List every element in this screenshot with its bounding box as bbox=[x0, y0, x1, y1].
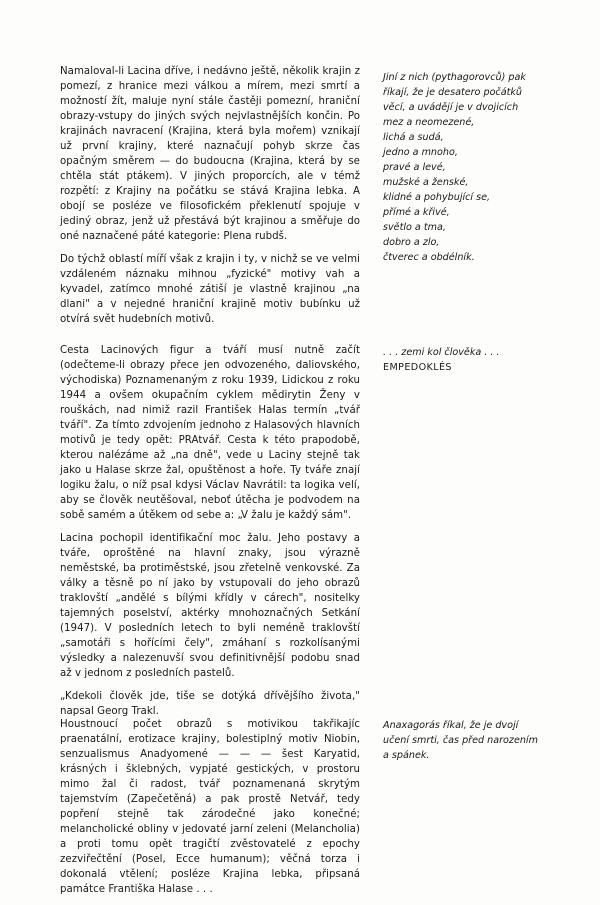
note-line: pravé a levé, bbox=[383, 162, 446, 173]
note-author: EMPEDOKLÉS bbox=[383, 362, 452, 373]
note-quote: . . . zemi kol člověka . . . bbox=[383, 347, 500, 358]
note-line: mužské a ženské, bbox=[383, 177, 469, 188]
note-line: čtverec a obdélník. bbox=[383, 252, 475, 263]
note-line: světlo a tma, bbox=[383, 222, 446, 233]
margin-note-pythagoreans bbox=[383, 70, 563, 265]
note-line: věcí, a uvádějí je v dvojicích bbox=[383, 102, 519, 113]
paragraph: Do týchž oblastí míří však z krajin i ty, v nichž se ve velmi vzdáleném náznaku mihnou „fyzické" motivy vah a kyvadel, zatímco mnohé zátiší je vlastně krajinou „na dlani" a v nejedné hraniční krajině motiv bubínku už otvírá svět hudebních motivů. bbox=[60, 254, 360, 325]
note-line: říkají, že je desatero počátků bbox=[383, 87, 522, 98]
section-landscapes bbox=[60, 64, 360, 335]
note-line: a spánek. bbox=[383, 750, 430, 761]
paragraph: Cesta Lacinových figur a tváří musí nutně začít (odečteme-li obrazy přece jen odvozeného, daliovského, východiska) Poznamenaným z roku 1939, Lidickou z roku 1944 a ovšem okupačním cyklem mědirytin Ženy v rouškách, nad nimiž razil František Halas termín „tvář tváří". Za tímto zdvojením jednoho z Halasových hlavních motivů je tedy opět: PRAtvář. Cesta k této prapodobě, kterou nalézáme až „na dně", vede u Laciny stejně tak jako u Halase skrze žal, opuštěnost a hoře. Ty tváře znají logiku žalu, o níž psal kdysi Václav Navrátil: ta logika velí, aby se člověk neutěšoval, neboť útěcha je podvodem na sobě samém a útěkem od sebe a: „V žalu je každý sám". bbox=[60, 345, 360, 521]
note-line: učení smrti, čas před narozením bbox=[383, 735, 538, 746]
paragraph: Namaloval-li Lacina dříve, i nedávno ještě, několik krajin z pomezí, z hranice mezi válkou a mírem, mezi smrtí a možností žít, maluje nyní stále častěji pomezní, hraniční obrazy-vstupy do jiných svých nejvlastnějších končin. Po krajinách navracení (Krajina, která byla mořem) vznikají už první krajiny, které naznačují pohyb skrze čas opačným směrem — do budoucna (Krajina, která by se chtěla stát ptákem). V jiných proporcích, ale v témž rozpětí: z Krajiny na počátku se stává Krajina lebka. A obojí se posléze ve filosofickém překlenutí spojuje v jediný obraz, jenž už přestává být krajinou a směřuje do oné naznačené páté kategorie: Plena rubdš. bbox=[60, 66, 360, 242]
margin-note-empedocles bbox=[383, 345, 563, 375]
paragraph: „Kdekoli člověk jde, tiše se dotýká dřívějšího života," napsal Georg Trakl. bbox=[60, 691, 360, 717]
note-line: Jiní z nich (pythagorovců) pak bbox=[383, 72, 526, 83]
note-line: přímé a křivé, bbox=[383, 207, 450, 218]
note-line: mez a neomezené, bbox=[383, 117, 475, 128]
paragraph: Houstnoucí počet obrazů s motivikou takřikajíc praenatální, erotizace krajiny, bolestiplný motiv Niobin, senzualismus Anadyomené — — — šest Karyatid, krásných i šklebných, vypjaté gestických, v prostoru mimo žal či radost, tvář poznamenaná skrytým tajemstvím (Zapečetěná) a pak prostě Netvář, tedy popření stejně tak zárodečné jako konečné; melancholické obliny v jedovaté jarní zeleni (Melancholia) a proti tomu opět tragičtí zvěstovatelé z epochy zezviřečtění (Posel, Ecce humanum); věčná torza i dokonalá vtělení; posléze Krajina lebka, připsaná památce Františka Halase . . . bbox=[60, 719, 360, 895]
section-motifs bbox=[60, 717, 360, 905]
note-line: klidné a pohybující se, bbox=[383, 192, 491, 203]
note-line: jedno a mnoho, bbox=[383, 147, 458, 158]
section-figures bbox=[60, 343, 360, 727]
note-line: Anaxagorás říkal, že je dvojí bbox=[383, 720, 519, 731]
paragraph: Lacina pochopil identifikační moc žalu. Jeho postavy a tváře, oproštěné na hlavní znaky, jsou výrazně neměstské, ba protiměstské, jsou zřetelně venkovské. Za války a těsně po ní jako by vstupovali do jeho obrazů traklovští „andělé s bílými křídly v cárech", nositelky tajemných poselství, aktérky mnohoznačných Setkání (1947). V posledních letech to byli neméně traklovští „samotáři s hořícími čely", zmáhaní s rozkolísanými výsledky a nalezenuvší svou definitivnější podobu snad až v jednom z posledních pastelů. bbox=[60, 533, 360, 679]
margin-note-anaxagoras bbox=[383, 718, 563, 763]
note-line: lichá a sudá, bbox=[383, 132, 444, 143]
note-line: dobro a zlo, bbox=[383, 237, 440, 248]
